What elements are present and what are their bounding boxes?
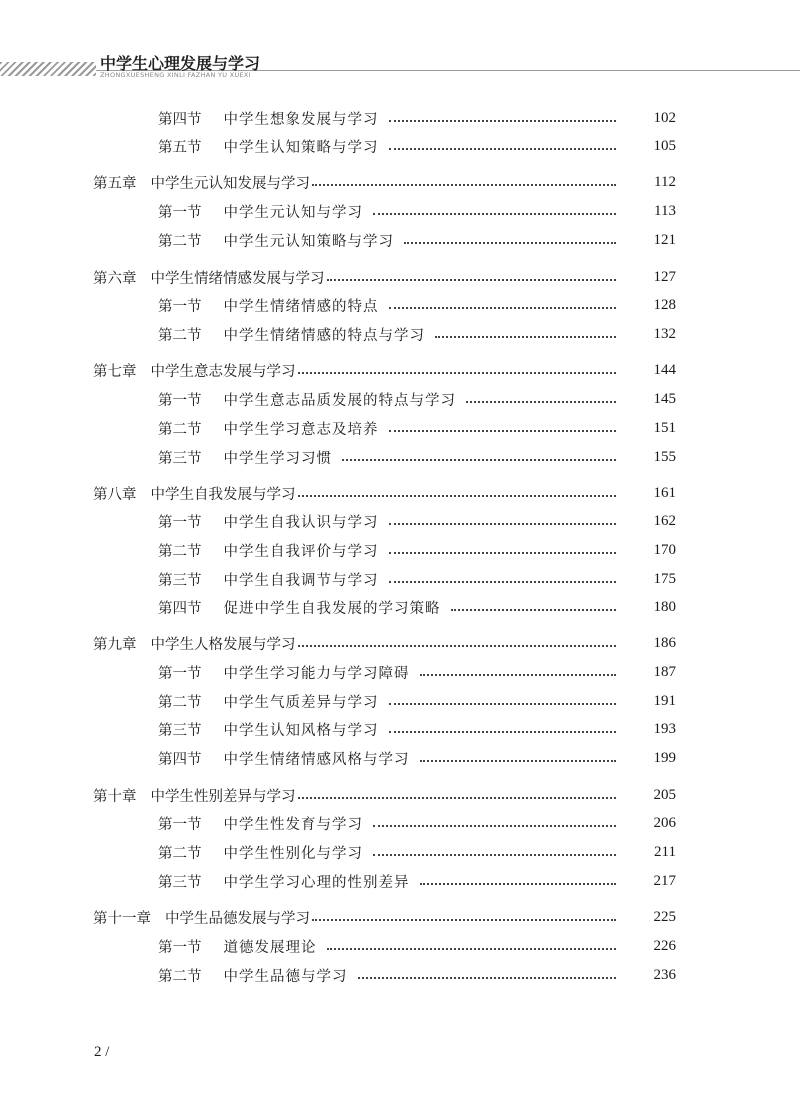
toc-section-title: 中学生气质差异与学习 [223,694,379,711]
toc-section-number: 第二节 [158,421,202,438]
toc-page-number: 193 [653,720,676,737]
toc-dot-leader [420,674,617,676]
toc-section-number: 第四节 [158,751,202,768]
toc-section [0,963,800,987]
toc-dot-leader [389,523,617,525]
toc-dot-leader [298,372,617,374]
toc-section-title: 中学生元认知与学习 [223,204,363,221]
toc-section-title: 中学生意志品质发展的特点与学习 [223,392,456,409]
toc-section [0,717,800,741]
toc-dot-leader [327,948,617,950]
toc-chapter-title: 中学生人格发展与学习 [150,636,296,653]
toc-chapter [0,358,800,382]
toc-chapter [0,783,800,807]
toc-section-number: 第五节 [158,139,202,156]
toc-section [0,322,800,346]
toc-section-title: 中学生认知策略与学习 [223,139,379,156]
toc-section-number: 第三节 [158,874,202,891]
toc-section [0,106,800,130]
toc-section-number: 第三节 [158,450,202,467]
toc-section [0,567,800,591]
toc-chapter-title: 中学生情绪情感发展与学习 [150,270,325,287]
toc-page-number: 205 [653,786,676,803]
toc-section [0,660,800,684]
toc-section-number: 第三节 [158,572,202,589]
toc-section-number: 第四节 [158,111,202,128]
toc-dot-leader [451,609,617,611]
toc-dot-leader [389,430,617,432]
toc-dot-leader [373,825,616,827]
toc-page-number: 175 [653,570,676,587]
toc-section [0,538,800,562]
toc-dot-leader [312,919,616,921]
toc-section-number: 第二节 [158,968,202,985]
toc-section [0,746,800,770]
toc-chapter-number: 第六章 [93,270,137,287]
toc-section-number: 第一节 [158,816,202,833]
toc-dot-leader [298,495,617,497]
toc-section [0,199,800,223]
toc-page-number: 105 [653,137,676,154]
toc-section-title: 中学生性发育与学习 [223,816,363,833]
toc-dot-leader [312,184,616,186]
toc-dot-leader [420,883,617,885]
toc-chapter-title: 中学生品德发展与学习 [165,910,310,927]
toc-section-number: 第一节 [158,298,202,315]
toc-dot-leader [342,459,616,461]
toc-section-number: 第三节 [158,722,202,739]
toc-chapter-title: 中学生元认知发展与学习 [150,175,310,192]
toc-page-number: 155 [653,448,676,465]
toc-dot-leader [389,120,617,122]
toc-section-number: 第一节 [158,392,202,409]
toc-section-number: 第一节 [158,665,202,682]
toc-dot-leader [420,760,617,762]
toc-dot-leader [389,581,617,583]
toc-section-number: 第四节 [158,600,202,617]
toc-page-number: 127 [653,268,676,285]
toc-section-title: 中学生自我调节与学习 [223,572,379,589]
toc-section-number: 第二节 [158,845,202,862]
toc-page-number: 206 [653,814,676,831]
toc-section-number: 第一节 [158,939,202,956]
toc-page-number: 217 [653,872,676,889]
toc-dot-leader [389,148,617,150]
toc-dot-leader [466,401,616,403]
toc-section [0,509,800,533]
toc-chapter-number: 第九章 [93,636,137,653]
toc-page-number: 187 [653,663,676,680]
toc-section [0,869,800,893]
toc-section-number: 第二节 [158,327,202,344]
toc-dot-leader [298,645,617,647]
toc-section [0,416,800,440]
toc-chapter [0,481,800,505]
toc-section-title: 中学生品德与学习 [223,968,348,985]
toc-section-title: 促进中学生自我发展的学习策略 [223,600,441,617]
toc-section-number: 第一节 [158,204,202,221]
toc-section-number: 第二节 [158,694,202,711]
toc-section-title: 中学生性别化与学习 [223,845,363,862]
toc-section-number: 第一节 [158,514,202,531]
toc-chapter-number: 第十章 [93,788,137,805]
toc-dot-leader [373,854,616,856]
toc-dot-leader [389,731,617,733]
toc-section-title: 中学生学习心理的性别差异 [223,874,410,891]
book-subtitle: ZHONGXUESHENG XINLI FAZHAN YU XUEXI [100,71,251,79]
toc-dot-leader [435,336,616,338]
toc-dot-leader [404,242,616,244]
toc-chapter-title: 中学生自我发展与学习 [150,486,296,503]
toc-chapter-number: 第八章 [93,486,137,503]
toc-page-number: 226 [653,937,676,954]
toc-page-number: 162 [653,512,676,529]
toc-section-title: 中学生元认知策略与学习 [223,233,394,250]
toc-page-number: 186 [653,634,676,651]
toc-page-number: 132 [653,325,676,342]
toc-page-number: 236 [653,966,676,983]
toc-section [0,811,800,835]
toc-chapter-title: 中学生性别差异与学习 [150,788,296,805]
toc-section [0,445,800,469]
toc-section-title: 中学生自我评价与学习 [223,543,379,560]
toc-page-number: 128 [653,296,676,313]
toc-chapter-number: 第十一章 [93,910,151,927]
toc-chapter-number: 第五章 [93,175,137,192]
toc-page-number: 151 [653,419,676,436]
toc-section [0,840,800,864]
toc-section-title: 中学生认知风格与学习 [223,722,379,739]
toc-page-number: 170 [653,541,676,558]
toc-dot-leader [327,279,617,281]
toc-section-title: 中学生学习习惯 [223,450,332,467]
toc-section [0,293,800,317]
toc-page-number: 102 [653,109,676,126]
toc-chapter [0,631,800,655]
page-folio: 2 / [94,1044,110,1060]
toc-section [0,134,800,158]
toc-dot-leader [389,307,617,309]
toc-chapter [0,170,800,194]
toc-dot-leader [389,552,617,554]
toc-page-number: 180 [653,598,676,615]
toc-section [0,934,800,958]
toc-section-title: 中学生情绪情感的特点与学习 [223,327,425,344]
toc-section [0,228,800,252]
toc-page-number: 225 [653,908,676,925]
toc-page-number: 161 [653,484,676,501]
toc-page-number: 112 [654,173,676,190]
toc-page-number: 144 [653,361,676,378]
toc-page-number: 211 [654,843,676,860]
toc-chapter [0,265,800,289]
toc-chapter-title: 中学生意志发展与学习 [150,363,296,380]
toc-section-title: 中学生自我认识与学习 [223,514,379,531]
toc-dot-leader [298,797,617,799]
toc-page-number: 145 [653,390,676,407]
toc-section-title: 中学生情绪情感风格与学习 [223,751,410,768]
toc-page-number: 199 [653,749,676,766]
toc-section [0,689,800,713]
toc-section [0,387,800,411]
toc-dot-leader [358,977,617,979]
toc-dot-leader [389,703,617,705]
toc-section-number: 第二节 [158,233,202,250]
toc-section-title: 道德发展理论 [223,939,317,956]
toc-section [0,595,800,619]
toc-page-number: 113 [654,202,676,219]
toc-section-number: 第二节 [158,543,202,560]
toc-section-title: 中学生学习能力与学习障碍 [223,665,410,682]
toc-section-title: 中学生学习意志及培养 [223,421,379,438]
toc-page-number: 121 [653,231,676,248]
toc-page-number: 191 [653,692,676,709]
toc-chapter [0,905,800,929]
toc-section-title: 中学生情绪情感的特点 [223,298,379,315]
toc-dot-leader [373,213,616,215]
book-title: 中学生心理发展与学习 [100,54,261,73]
toc-section-title: 中学生想象发展与学习 [223,111,379,128]
toc-chapter-number: 第七章 [93,363,137,380]
